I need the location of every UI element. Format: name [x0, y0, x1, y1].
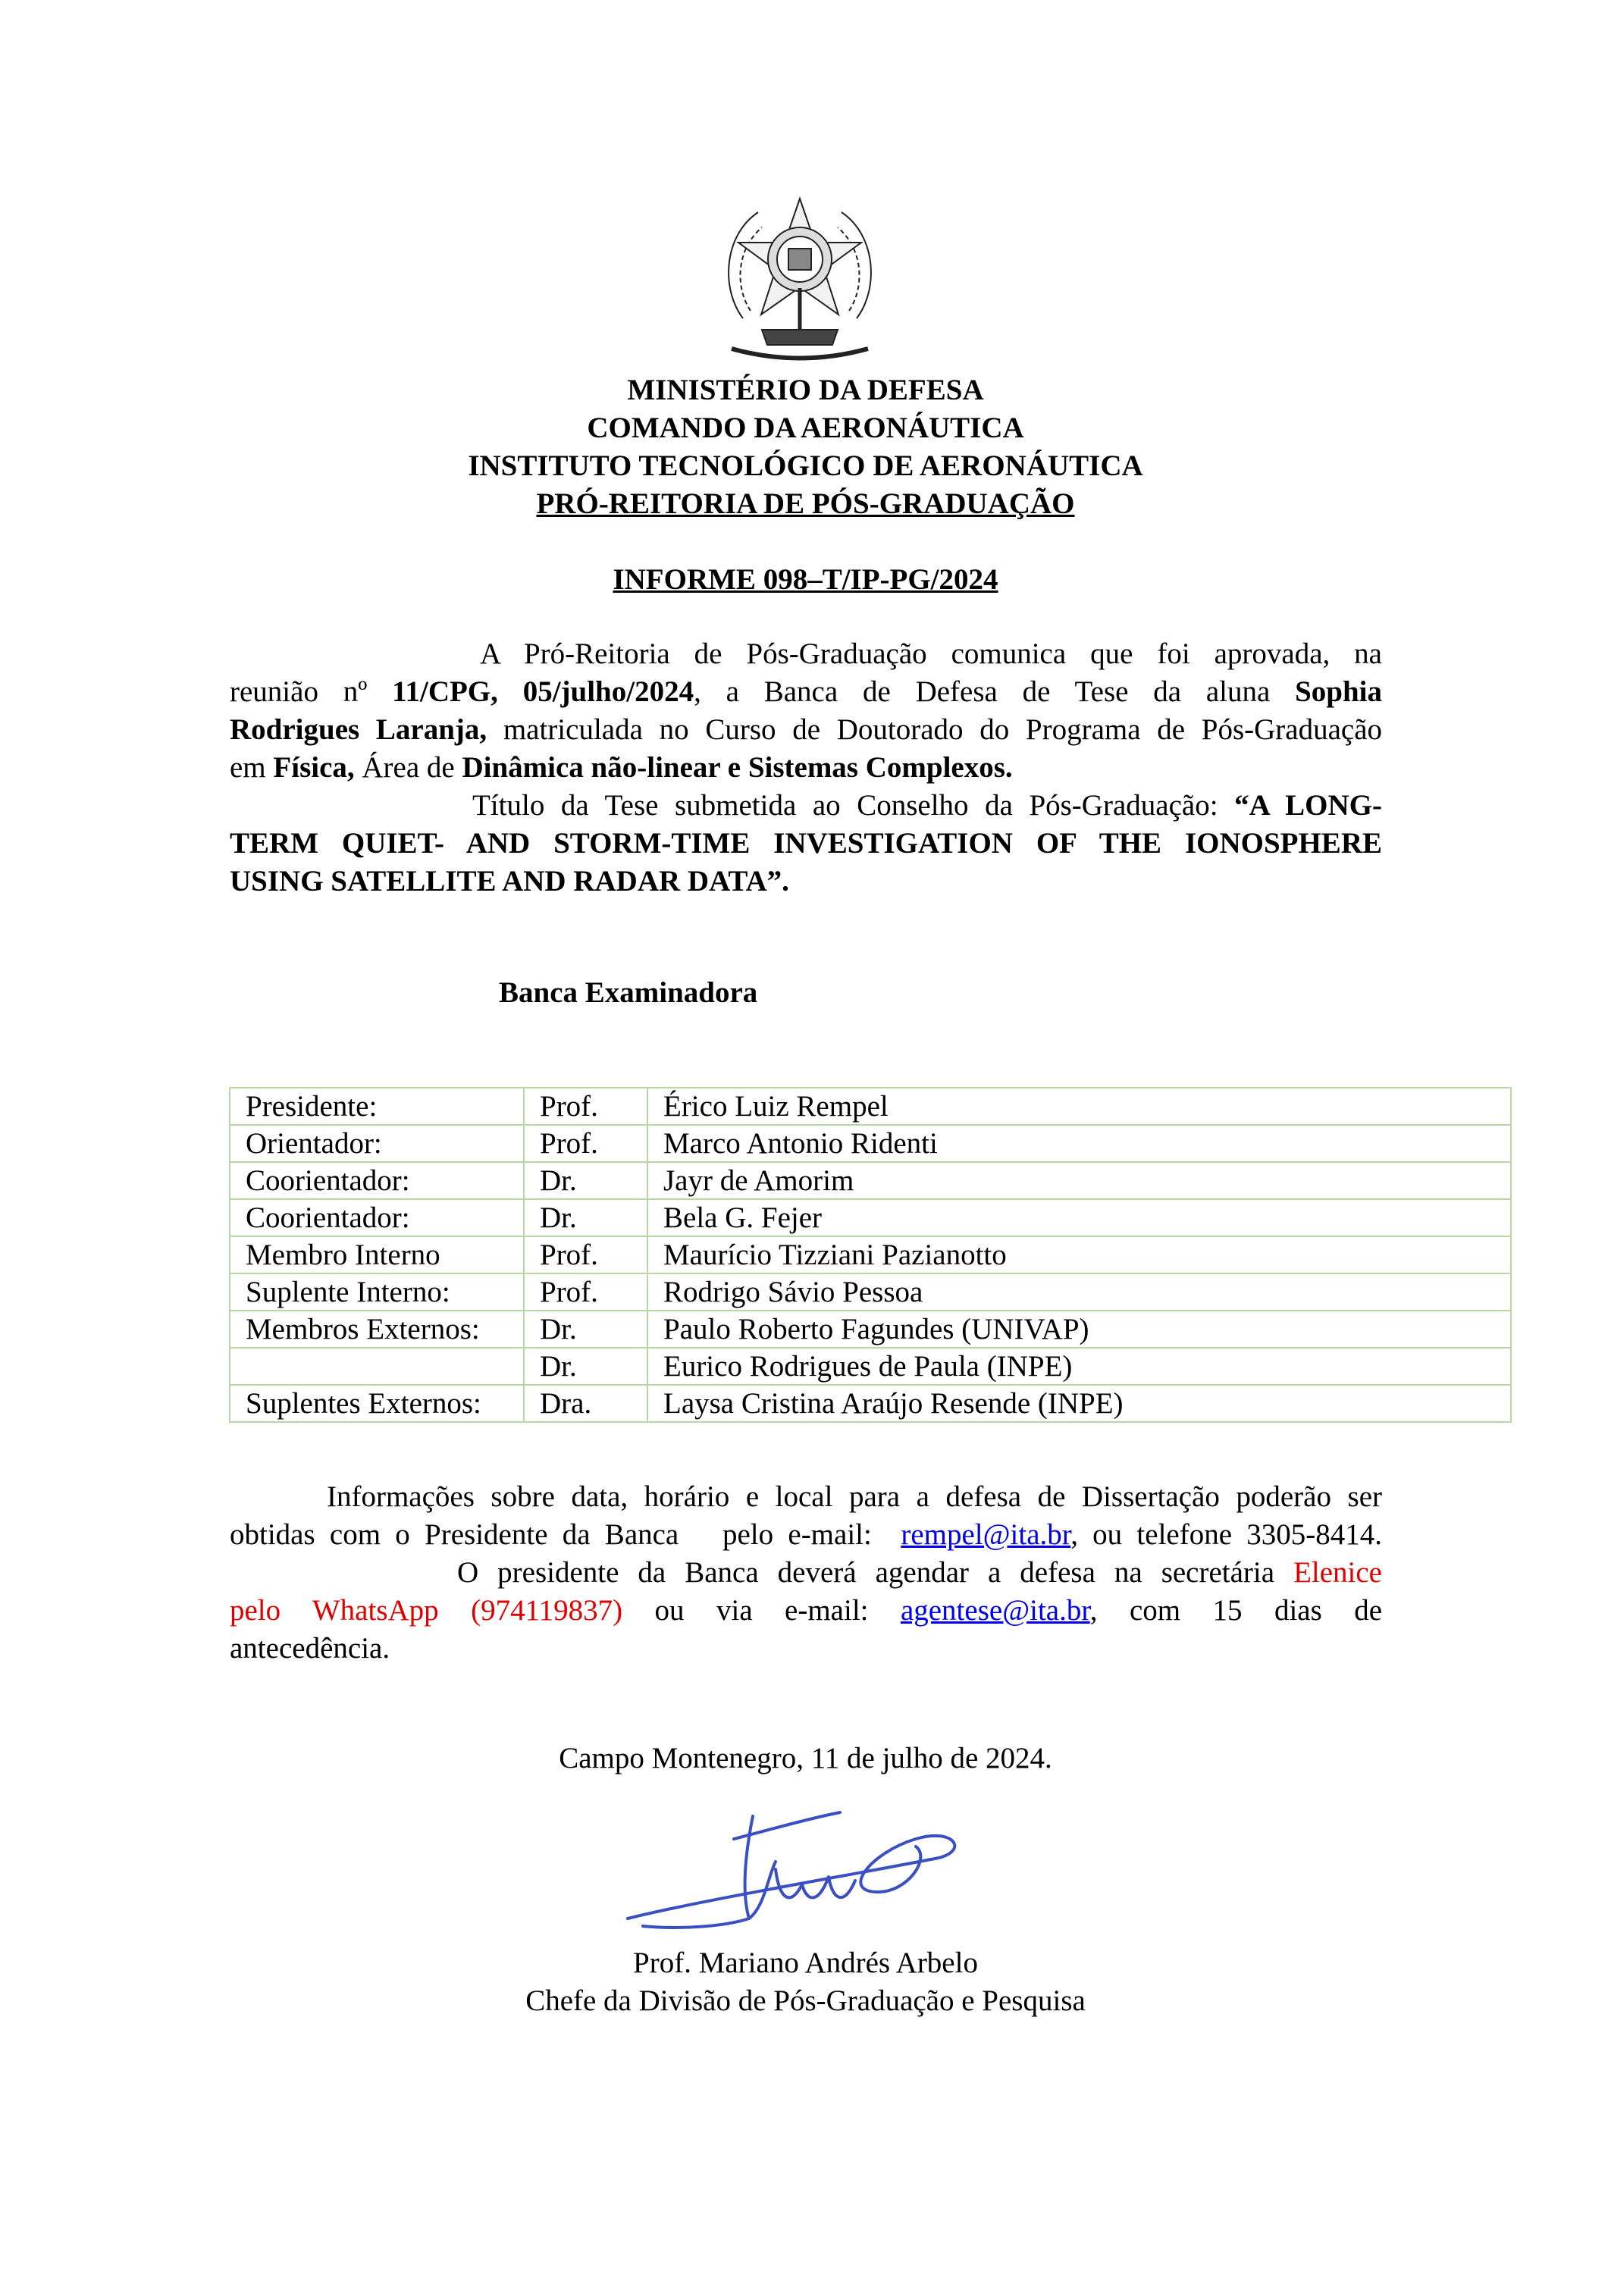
- banca-row: [230, 1236, 1511, 1273]
- banca-name: Érico Luiz Rempel: [647, 1088, 1511, 1125]
- banca-name: Maurício Tizziani Pazianotto: [647, 1236, 1511, 1273]
- banca-title: Banca Examinadora: [499, 976, 758, 1009]
- paragraph-info: [230, 1478, 1382, 1668]
- banca-row: [230, 1162, 1511, 1199]
- info-whatsapp: pelo WhatsApp (974119837): [230, 1594, 623, 1627]
- place-date: Campo Montenegro, 11 de julho de 2024.: [559, 1742, 1052, 1774]
- info-secretary-name: Elenice: [1293, 1556, 1382, 1589]
- email-link-rempel[interactable]: rempel@ita.br: [901, 1518, 1071, 1551]
- p1-area-label: Área de: [354, 751, 462, 784]
- p1-line3: [230, 711, 1382, 749]
- banca-role: Suplentes Externos:: [230, 1385, 524, 1422]
- banca-name: Eurico Rodrigues de Paula (INPE): [647, 1348, 1511, 1385]
- banca-role: Coorientador:: [230, 1162, 524, 1199]
- banca-row: [230, 1088, 1511, 1125]
- banca-title-cell: Dra.: [524, 1385, 647, 1422]
- banca-title-cell: Dr.: [524, 1199, 647, 1236]
- header-institute: INSTITUTO TECNOLÓGICO DE AERONÁUTICA: [468, 449, 1143, 482]
- info-line2: [230, 1516, 1382, 1554]
- p1-line2: [230, 673, 1382, 711]
- banca-title-cell: Prof.: [524, 1125, 647, 1162]
- banca-role: Suplente Interno:: [230, 1273, 524, 1311]
- banca-role: Coorientador:: [230, 1199, 524, 1236]
- p2-title-start: “A LONG-: [1234, 789, 1382, 822]
- p1-em: em: [230, 751, 274, 784]
- p1-line1: A Pró-Reitoria de Pós-Graduação comunica que foi aprovada, na: [480, 637, 1382, 670]
- signatory-name: Prof. Mariano Andrés Arbelo: [633, 1947, 978, 1979]
- informe-number-text: INFORME 098–T/IP-PG/2024: [613, 563, 998, 596]
- header-command: COMANDO DA AERONÁUTICA: [587, 412, 1024, 444]
- banca-row: [230, 1385, 1511, 1422]
- banca-title-cell: Prof.: [524, 1088, 647, 1125]
- informe-number: [0, 561, 1611, 599]
- handwritten-signature: [613, 1786, 969, 1945]
- banca-row: [230, 1348, 1511, 1385]
- banca-name: Laysa Cristina Araújo Resende (INPE): [647, 1385, 1511, 1422]
- banca-row: [230, 1273, 1511, 1311]
- info-phone-text: , ou telefone 3305-8414.: [1070, 1518, 1383, 1551]
- info-email-label: ou via e-mail:: [622, 1594, 901, 1627]
- email-link-agentese[interactable]: agentese@ita.br: [900, 1594, 1090, 1627]
- banca-row: [230, 1199, 1511, 1236]
- p1-area: Dinâmica não-linear e Sistemas Complexos.: [462, 751, 1013, 784]
- info-line5: antecedência.: [230, 1632, 390, 1665]
- p1-banca-text: , a Banca de Defesa de Tese da aluna: [694, 675, 1296, 708]
- banca-name: Marco Antonio Ridenti: [647, 1125, 1511, 1162]
- banca-row: [230, 1125, 1511, 1162]
- banca-title-cell: Prof.: [524, 1273, 647, 1311]
- p2-title-label: Título da Tese submetida ao Conselho da Pós-Graduação:: [472, 789, 1235, 822]
- info-days-text: , com 15 dias de: [1089, 1594, 1383, 1627]
- banca-role: [230, 1348, 524, 1385]
- p2-line2: TERM QUIET- AND STORM-TIME INVESTIGATION OF THE IONOSPHERE: [230, 827, 1382, 860]
- signatory-role: Chefe da Divisão de Pós-Graduação e Pesquisa: [525, 1984, 1086, 2017]
- banca-title-cell: Dr.: [524, 1348, 647, 1385]
- p1-meeting-label: reunião nº: [230, 675, 393, 708]
- info-schedule-text: O presidente da Banca deverá agendar a defesa na secretária: [457, 1556, 1294, 1589]
- banca-name: Bela G. Fejer: [647, 1199, 1511, 1236]
- paragraph-approval: [230, 635, 1382, 901]
- banca-name: Rodrigo Sávio Pessoa: [647, 1273, 1511, 1311]
- p2-line1: [230, 787, 1382, 825]
- p1-student-first: Sophia: [1295, 675, 1382, 708]
- info-contact-text: obtidas com o Presidente da Banca pelo e-mail:: [230, 1518, 901, 1551]
- header-pro-rectorate: [0, 485, 1611, 523]
- banca-name: Jayr de Amorim: [647, 1162, 1511, 1199]
- p1-student-last: Rodrigues Laranja,: [230, 713, 487, 746]
- banca-role: Membro Interno: [230, 1236, 524, 1273]
- banca-title-cell: Prof.: [524, 1236, 647, 1273]
- p1-course-text: matriculada no Curso de Doutorado do Programa de Pós-Graduação: [487, 713, 1382, 746]
- p1-program: Física,: [273, 751, 355, 784]
- banca-table: [229, 1087, 1512, 1423]
- info-line4: [230, 1592, 1382, 1630]
- header-ministry: MINISTÉRIO DA DEFESA: [627, 374, 984, 406]
- p1-meeting-ref: 11/CPG, 05/julho/2024: [392, 675, 694, 708]
- banca-title-cell: Dr.: [524, 1162, 647, 1199]
- banca-role: Orientador:: [230, 1125, 524, 1162]
- banca-name: Paulo Roberto Fagundes (UNIVAP): [647, 1311, 1511, 1348]
- banca-title-cell: Dr.: [524, 1311, 647, 1348]
- banca-row: [230, 1311, 1511, 1348]
- info-line3: [230, 1554, 1382, 1592]
- p2-line3: USING SATELLITE AND RADAR DATA”.: [230, 865, 789, 897]
- p1-line4: [230, 749, 1382, 787]
- info-line1: Informações sobre data, horário e local para a defesa de Dissertação poderão ser: [327, 1480, 1382, 1513]
- banca-role: Presidente:: [230, 1088, 524, 1125]
- coat-of-arms-seal: [713, 190, 887, 364]
- header-pro-rectorate-text: PRÓ-REITORIA DE PÓS-GRADUAÇÃO: [536, 487, 1075, 520]
- banca-role: Membros Externos:: [230, 1311, 524, 1348]
